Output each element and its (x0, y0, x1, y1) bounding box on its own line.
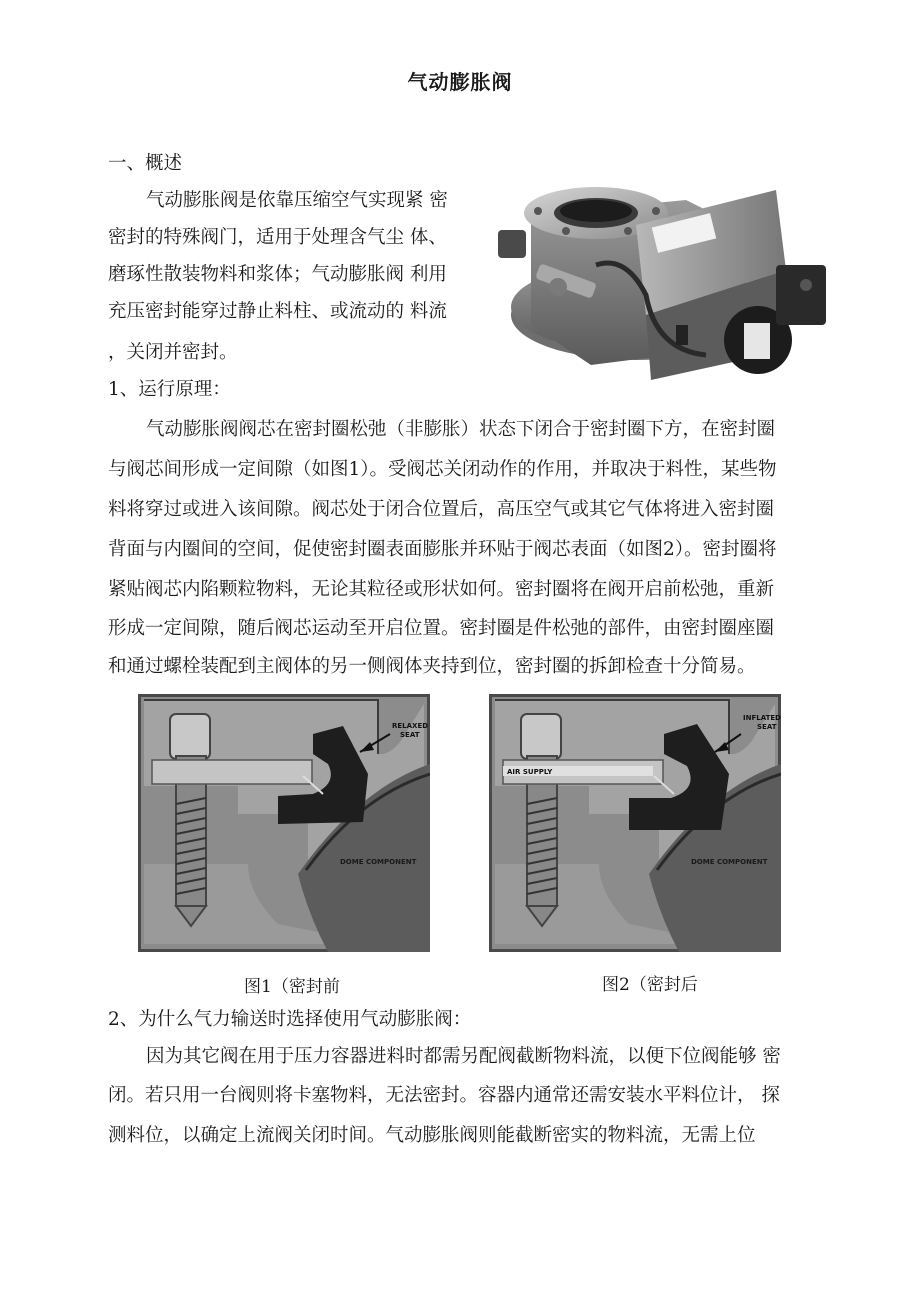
section-heading-overview: 一、概述 (108, 153, 183, 174)
why-line: 测料位，以确定上流阀关闭时间。气动膨胀阀则能截断密实的物料流，无需上位 (108, 1125, 756, 1146)
solenoid-box (776, 265, 826, 325)
relaxed-seat-label-2: SEAT (400, 731, 420, 739)
principle-line: 与阀芯间形成一定间隙（如图1）。受阀芯关闭动作的作用，并取决于料性，某些物 (108, 459, 777, 480)
bolt-icon (652, 207, 660, 215)
air-supply-label: AIR SUPPLY (507, 768, 553, 776)
intro-line: ，关闭并密封。 (108, 342, 238, 363)
intro-line: 充压密封能穿过静止料柱、或流动的 料流 (108, 301, 447, 322)
inflated-seat-label: INFLATED (743, 714, 781, 722)
figure-2-caption: 图2（密封后 (602, 975, 698, 995)
figure-1-caption: 图1（密封前 (244, 977, 340, 997)
dome-component-label: DOME COMPONENT (340, 858, 417, 866)
principle-line: 料将穿过或进入该间隙。阀芯处于闭合位置后，高压空气或其它气体将进入密封圈 (108, 499, 775, 520)
bolt-icon (624, 227, 632, 235)
side-port (498, 230, 526, 258)
figure-1-relaxed-seat (138, 694, 430, 952)
relaxed-seat-label: RELAXED (392, 722, 429, 730)
intro-line: 密封的特殊阀门，适用于处理含气尘 体、 (108, 227, 447, 248)
principle-line: 形成一定间隙，随后阀芯运动至开启位置。密封圈是件松弛的部件，由密封圈座圈 (108, 618, 775, 639)
section-heading-principle: 1、运行原理： (108, 379, 231, 400)
why-line: 因为其它阀在用于压力容器进料时都需另配阀截断物料流，以便下位阀能够 密 (146, 1046, 781, 1067)
principle-line: 紧贴阀芯内陷颗粒物料，无论其粒径或形状如何。密封圈将在阀开启前松弛，重新 (108, 579, 775, 600)
bolt-icon (562, 227, 570, 235)
dome-component-label: DOME COMPONENT (691, 858, 768, 866)
figure-2-inflated-seat (489, 694, 781, 952)
intro-line: 气动膨胀阀是依靠压缩空气实现紧 密 (146, 190, 448, 211)
valve-photo (496, 175, 836, 390)
page-title: 气动膨胀阀 (407, 70, 513, 94)
intro-line: 磨琢性散装物料和浆体；气动膨胀阀 利用 (108, 264, 447, 285)
principle-line: 气动膨胀阀阀芯在密封圈松弛（非膨胀）状态下闭合于密封圈下方，在密封圈 (146, 419, 776, 440)
bolt-icon (534, 207, 542, 215)
principle-line: 背面与内圈间的空间，促使密封圈表面膨胀并环贴于阀芯表面（如图2）。密封圈将 (108, 539, 777, 560)
principle-line: 和通过螺栓装配到主阀体的另一侧阀体夹持到位，密封圈的拆卸检查十分简易。 (108, 656, 756, 677)
section-heading-why: 2、为什么气力输送时选择使用气动膨胀阀： (108, 1009, 472, 1030)
inflated-seat-label-2: SEAT (757, 723, 777, 731)
why-line: 闭。若只用一台阀则将卡塞物料，无法密封。容器内通常还需安装水平料位计， 探 (108, 1085, 780, 1106)
